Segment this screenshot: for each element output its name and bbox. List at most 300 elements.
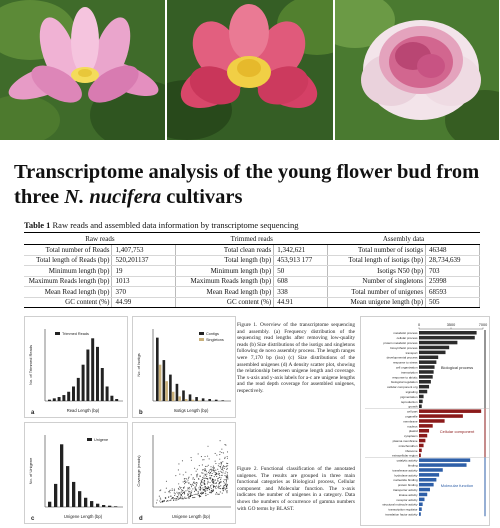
scatter-point (224, 479, 225, 480)
go-term-label: binding (407, 463, 418, 468)
scatter-point (220, 479, 221, 480)
scatter-point (188, 493, 189, 494)
go-bar-chart (361, 317, 490, 526)
scatter-point (159, 496, 160, 497)
scatter-point (178, 483, 179, 484)
scatter-point (221, 452, 222, 453)
go-term-label: receptor activity (396, 497, 418, 502)
table-cell-value: 370 (112, 287, 176, 298)
scatter-point (201, 456, 202, 457)
scatter-point (215, 483, 216, 484)
table-cell-label: Total length of isotigs (bp) (328, 255, 426, 266)
scatter-point (215, 453, 216, 454)
legend-swatch (199, 338, 204, 341)
table-cell-label: Number of singletons (328, 276, 426, 287)
histogram-bar (114, 506, 117, 507)
scatter-point (179, 492, 180, 493)
histogram-bar (54, 484, 57, 507)
table-caption-text: Raw reads and assembled data information by transcriptome sequencing (50, 220, 299, 230)
go-term-label: hydrolase activity (394, 473, 418, 478)
scatter-point (225, 489, 226, 490)
scatter-point (215, 473, 216, 474)
scatter-point (207, 446, 208, 447)
header-assembly-data: Assembly data (328, 233, 480, 245)
scatter-point (220, 488, 221, 489)
scatter-point (194, 479, 195, 480)
table-cell-value: 19 (112, 266, 176, 277)
scatter-point (220, 471, 221, 472)
go-term-label: biological regulation (390, 380, 418, 385)
histogram-bar (62, 395, 65, 401)
table-row (24, 276, 480, 287)
scatter-point (196, 485, 197, 486)
y-axis-label: No. of Trimmed Reads (28, 344, 33, 386)
histogram-bar (96, 504, 99, 507)
scatter-point (173, 500, 174, 501)
scatter-point (226, 492, 227, 493)
scatter-point (213, 479, 214, 480)
scatter-point (227, 463, 228, 464)
x-axis-label: Read Length (bp) (66, 408, 100, 413)
scatter-point (203, 469, 204, 470)
scatter-point (227, 451, 228, 452)
panel-c-unigene-length (24, 422, 128, 524)
scatter-point (172, 498, 173, 499)
scatter-point (196, 474, 197, 475)
scatter-point (225, 471, 226, 472)
go-term-label: plastid (408, 429, 418, 434)
scatter-point (178, 488, 179, 489)
go-term-label: nucleotide binding (393, 478, 418, 483)
go-term-label: response to stress (392, 360, 418, 365)
scatter-point (219, 454, 220, 455)
x-tick-label: 7000 (478, 323, 488, 327)
scatter-point (224, 487, 225, 488)
table-cell-value: 46348 (426, 245, 480, 256)
scatter-point (219, 475, 220, 476)
scatter-point (173, 497, 174, 498)
legend-swatch (55, 332, 60, 335)
scatter-point (215, 472, 216, 473)
double-lotus-image (335, 0, 499, 140)
scatter-point (220, 440, 221, 441)
scatter-point (200, 476, 201, 477)
scatter-point (204, 489, 205, 490)
scatter-point (213, 468, 214, 469)
scatter-point (195, 488, 196, 489)
scatter-point (195, 486, 196, 487)
go-term-label: transcription regulator (388, 507, 418, 512)
scatter-point (227, 475, 228, 476)
table-cell-value: 1013 (112, 276, 176, 287)
category-title: Cellular component (439, 428, 475, 434)
category-title: Biological process (440, 365, 474, 371)
scatter-point (220, 462, 221, 463)
go-term-label: plasma membrane (392, 438, 418, 443)
table-cell-value: 1,407,753 (112, 245, 176, 256)
go-term-label: catalytic activity (396, 458, 418, 463)
header-trimmed-reads: Trimmed reads (176, 233, 328, 245)
scatter-point (206, 473, 207, 474)
scatter-point (213, 466, 214, 467)
table-cell-label: Mean Read length (bp) (176, 287, 274, 298)
scatter-point (210, 492, 211, 493)
scatter-point (211, 469, 212, 470)
scatter-point (224, 458, 225, 459)
scatter-point (183, 481, 184, 482)
scatter-point (196, 471, 197, 472)
go-bar (419, 488, 430, 492)
header-raw-reads: Raw reads (24, 233, 176, 245)
go-bar (419, 503, 423, 507)
scatter-point (180, 496, 181, 497)
figure-1-panels (24, 316, 236, 526)
scatter-point (206, 476, 207, 477)
scatter-point (201, 472, 202, 473)
table-cell-value: 28,734,639 (426, 255, 480, 266)
title-species: N. nucifera (64, 186, 162, 208)
scatter-point (217, 478, 218, 479)
go-term-label: cytoplasm (403, 434, 418, 439)
contigs-bar (215, 400, 218, 401)
histogram-bar (86, 350, 89, 401)
scatter-point (227, 468, 228, 469)
scatter-point (199, 489, 200, 490)
scatter-point (205, 478, 206, 479)
scatter-point (207, 490, 208, 491)
histogram-bar (78, 491, 81, 507)
scatter-point (205, 466, 206, 467)
go-term-label: biosynthetic process (390, 345, 418, 350)
table-cell-value: 703 (426, 266, 480, 277)
scatter-point (178, 494, 179, 495)
scatter-point (187, 480, 188, 481)
histogram-bar (48, 400, 51, 401)
go-bar (419, 478, 436, 482)
scatter-point (207, 479, 208, 480)
scatter-point (159, 500, 160, 501)
scatter-point (181, 487, 182, 488)
scatter-point (170, 496, 171, 497)
table-cell-label: Total clean reads (176, 245, 274, 256)
scatter-point (175, 493, 176, 494)
scatter-point (177, 496, 178, 497)
go-bar (419, 380, 431, 384)
scatter-point (225, 479, 226, 480)
scatter-point (189, 487, 190, 488)
scatter-point (201, 485, 202, 486)
scatter-point (226, 480, 227, 481)
scatter-point (188, 491, 189, 492)
scatter-point (168, 497, 169, 498)
table-cell-label: GC content (%) (176, 297, 274, 308)
table-cell-value: 68593 (426, 287, 480, 298)
table-cell-value: 1,342,621 (274, 245, 328, 256)
scatter-point (162, 500, 163, 501)
scatter-point (212, 467, 213, 468)
scatter-point (192, 488, 193, 489)
scatter-point (160, 490, 161, 491)
scatter-point (204, 484, 205, 485)
scatter-point (179, 486, 180, 487)
go-bar (419, 341, 457, 345)
table-cell-value: 44.91 (274, 297, 328, 308)
scatter-point (222, 489, 223, 490)
scatter-point (197, 494, 198, 495)
scatter-point (208, 472, 209, 473)
table-cell-label: Minimum length (bp) (176, 266, 274, 277)
scatter-point (181, 494, 182, 495)
scatter-point (165, 497, 166, 498)
scatter-point (195, 494, 196, 495)
go-bar (419, 419, 445, 423)
go-bar (419, 331, 477, 335)
scatter-point (200, 486, 201, 487)
singletons-bar (198, 400, 201, 401)
contigs-bar (208, 399, 211, 401)
go-term-label: translation factor activity (385, 512, 418, 517)
go-bar (419, 458, 470, 462)
scatter-point (218, 473, 219, 474)
go-bar (419, 507, 422, 511)
go-bar (419, 449, 422, 453)
scatter-point (182, 496, 183, 497)
scatter-point (207, 481, 208, 482)
scatter-point (157, 500, 158, 501)
scatter-point (178, 492, 179, 493)
scatter-point (201, 492, 202, 493)
scatter-point (226, 469, 227, 470)
table-caption-label: Table 1 (24, 220, 51, 230)
scatter-point (217, 487, 218, 488)
scatter-point (207, 494, 208, 495)
histogram-bar (58, 397, 61, 401)
scatter-point (196, 484, 197, 485)
scatter-point (221, 464, 222, 465)
scatter-point (191, 457, 192, 458)
scatter-point (227, 477, 228, 478)
scatter-point (215, 494, 216, 495)
scatter-point (216, 455, 217, 456)
go-bar (419, 360, 436, 364)
scatter-point (201, 494, 202, 495)
scatter-point (174, 495, 175, 496)
histogram-bar (84, 498, 87, 507)
histogram-bar (48, 502, 51, 507)
scatter-point (227, 458, 228, 459)
reads-assembly-table (24, 232, 480, 308)
histogram-bar (101, 368, 104, 401)
scatter-point (199, 495, 200, 496)
scatter-point (211, 475, 212, 476)
scatter-point (218, 481, 219, 482)
red-lotus-image (167, 0, 334, 140)
scatter-point (210, 466, 211, 467)
x-axis-label: Unigene Length (bp) (63, 514, 103, 519)
scatter-point (207, 488, 208, 489)
y-axis-label: Coverage (reads) (136, 455, 141, 487)
scatter-point (220, 466, 221, 467)
figure-1-caption: Figure 1. Overview of the transcriptome sequencing and assembly. (a) Frequency distribution of the sequencing read lengths after removing low-quality reads (b) Size distributions of the isotigs and singletons following de novo assembly process. The length ranges were 7,170 bp (iso) (c) Size distributions of the assembled unigenes (d) A density scatter plot, showing the relationship between unigene length and coverage. The x-axis and y-axis labels for a-c are unigene lengths and the read depth coverage for assembled unigenes, respectively. (237, 322, 355, 394)
go-term-label: growth (408, 404, 418, 409)
go-bar (419, 405, 422, 409)
histogram-bar (115, 399, 118, 401)
scatter-point (200, 482, 201, 483)
go-term-label: cellular component org (387, 385, 418, 390)
scatter-point (198, 487, 199, 488)
table-row (24, 297, 480, 308)
go-term-label: structural molecule activity (382, 502, 418, 507)
scatter-point (220, 467, 221, 468)
go-bar (419, 493, 427, 497)
scatter-point (174, 498, 175, 499)
scatter-point (202, 477, 203, 478)
singletons-bar (159, 365, 162, 401)
scatter-point (217, 493, 218, 494)
scatter-point (188, 477, 189, 478)
scatter-point (213, 480, 214, 481)
scatter-point (169, 492, 170, 493)
go-bar (419, 409, 481, 413)
go-term-label: cellular process (396, 336, 418, 341)
scatter-point (186, 481, 187, 482)
poster-title (14, 160, 484, 210)
scatter-point (202, 493, 203, 494)
go-term-label: protein metabolic process (383, 340, 418, 345)
legend-label: Unigene (94, 438, 109, 442)
scatter-point (185, 482, 186, 483)
scatter-point (197, 474, 198, 475)
panel-d-chart (133, 423, 237, 525)
scatter-point (210, 478, 211, 479)
scatter-point (211, 469, 212, 470)
panel-b-chart (133, 317, 237, 419)
table-cell-label: Total length (bp) (176, 255, 274, 266)
table-cell-value: 608 (274, 276, 328, 287)
lotus-photo-double (335, 0, 500, 140)
go-bar (419, 454, 421, 458)
lotus-photo-red (167, 0, 334, 140)
panel-letter: c (31, 516, 35, 522)
scatter-point (178, 469, 179, 470)
scatter-point (226, 488, 227, 489)
scatter-point (223, 452, 224, 453)
scatter-point (226, 477, 227, 478)
table-cell-label: Maximum Reads length (bp) (176, 276, 274, 287)
scatter-point (191, 460, 192, 461)
scatter-point (176, 500, 177, 501)
scatter-point (194, 487, 195, 488)
go-term-label: organelle (405, 414, 418, 419)
go-term-label: transferase activity (392, 468, 418, 473)
scatter-point (181, 495, 182, 496)
table-cell-value: 520,201137 (112, 255, 176, 266)
scatter-point (222, 469, 223, 470)
scatter-point (182, 490, 183, 491)
singletons-bar (185, 399, 188, 401)
histogram-bar (72, 482, 75, 507)
histogram-bar (60, 444, 63, 507)
scatter-point (224, 444, 225, 445)
panel-d-coverage-scatter (132, 422, 236, 524)
scatter-point (225, 488, 226, 489)
scatter-point (202, 459, 203, 460)
go-bar (419, 385, 429, 389)
go-bar (419, 473, 439, 477)
scatter-point (220, 485, 221, 486)
scatter-point (205, 470, 206, 471)
go-term-label: reproduction (400, 399, 418, 404)
go-bar (419, 365, 435, 369)
scatter-point (205, 490, 206, 491)
scatter-point (181, 489, 182, 490)
scatter-point (169, 500, 170, 501)
lotus-photo-pink (0, 0, 167, 140)
scatter-point (185, 480, 186, 481)
scatter-point (205, 491, 206, 492)
table-header-row (24, 233, 480, 245)
scatter-point (222, 488, 223, 489)
x-axis-label: Isotigs Length (bp) (173, 408, 209, 413)
scatter-point (214, 486, 215, 487)
go-bar (419, 336, 475, 340)
scatter-point (208, 487, 209, 488)
scatter-point (226, 486, 227, 487)
scatter-point (172, 488, 173, 489)
scatter-point (207, 482, 208, 483)
scatter-point (199, 465, 200, 466)
scatter-point (174, 492, 175, 493)
scatter-point (205, 474, 206, 475)
scatter-point (227, 472, 228, 473)
scatter-point (218, 478, 219, 479)
panel-letter: d (139, 516, 143, 522)
go-bar (419, 351, 446, 355)
scatter-point (204, 468, 205, 469)
scatter-point (213, 482, 214, 483)
scatter-point (223, 470, 224, 471)
scatter-point (215, 463, 216, 464)
scatter-point (181, 498, 182, 499)
go-bar (419, 463, 467, 467)
go-term-label: cell organization (395, 365, 418, 370)
scatter-point (202, 469, 203, 470)
scatter-point (192, 478, 193, 479)
table-cell-label: Total number of unigenes (328, 287, 426, 298)
scatter-point (218, 465, 219, 466)
scatter-point (205, 493, 206, 494)
scatter-point (215, 488, 216, 489)
scatter-point (213, 487, 214, 488)
scatter-point (175, 498, 176, 499)
go-bar (419, 498, 424, 502)
scatter-point (191, 492, 192, 493)
histogram-bar (67, 392, 70, 401)
table-cell-value: 505 (426, 297, 480, 308)
scatter-point (225, 473, 226, 474)
panel-letter: b (139, 410, 143, 416)
scatter-point (174, 490, 175, 491)
go-term-label: nucleus (407, 424, 418, 429)
table-row (24, 287, 480, 298)
scatter-point (218, 486, 219, 487)
scatter-point (194, 497, 195, 498)
scatter-point (202, 487, 203, 488)
scatter-point (202, 464, 203, 465)
scatter-point (191, 490, 192, 491)
singletons-bar (172, 392, 175, 401)
table-cell-label: Maximum Reads length (bp) (24, 276, 112, 287)
